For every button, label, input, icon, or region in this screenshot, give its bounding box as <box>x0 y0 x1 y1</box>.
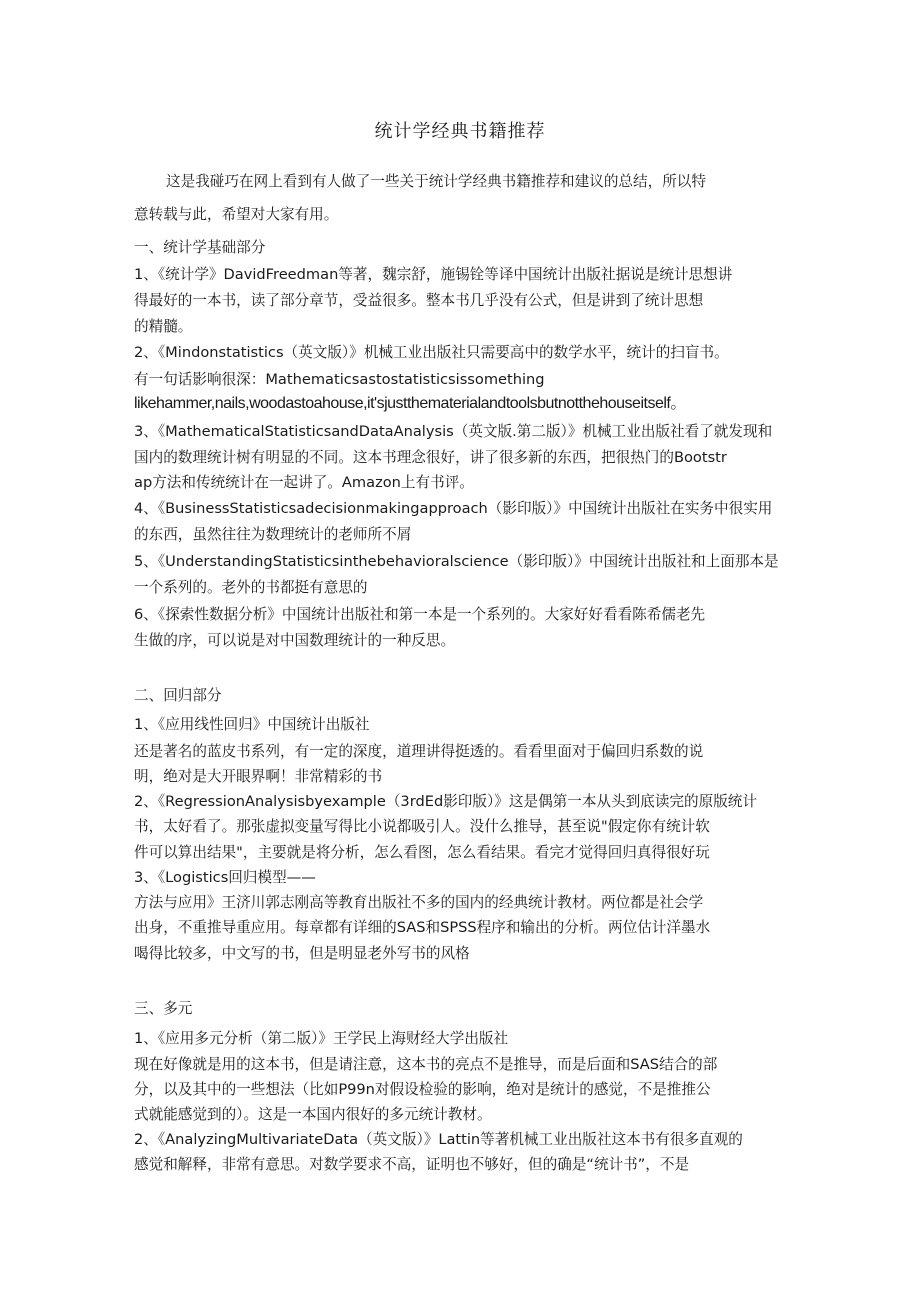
book-6-line-1: 6、《探索性数据分析》中国统计出版社和第一本是一个系列的。大家好好看看陈希儒老先 <box>134 606 706 623</box>
multivariate-2-line-2: 感觉和解释，非常有意思。对数学要求不高，证明也不够好，但的确是“统计书”，不是 <box>134 1156 690 1173</box>
multivariate-1-line-2: 现在好像就是用的这本书，但是请注意，这本书的亮点不是推导，而是后面和SAS结合的部 <box>134 1056 718 1073</box>
book-1-line-2: 得最好的一本书，读了部分章节，受益很多。整本书几乎没有公式，但是讲到了统计思想 <box>134 292 704 309</box>
section-heading-basics: 一、统计学基础部分 <box>134 239 266 256</box>
regression-3-line-2: 方法与应用》王济川郭志刚高等教育出版社不多的国内的经典统计教材。两位都是社会学 <box>134 894 704 911</box>
regression-2-line-1: 2、《RegressionAnalysisbyexample（3rdEd影印版）》这是偶第一本从头到底读完的原版统计 <box>134 793 757 810</box>
book-2-line-3: likehammer,nails,woodastoahouse,it'sjustthematerialandtoolsbutnotthehouseitself。 <box>134 395 686 412</box>
intro-line-1: 这是我碰巧在网上看到有人做了一些关于统计学经典书籍推荐和建议的总结，所以特 <box>166 173 706 190</box>
book-3-line-3: ap方法和传统统计在一起讲了。Amazon上有书评。 <box>134 474 474 491</box>
regression-2-line-2: 书，太好看了。那张虚拟变量写得比小说都吸引人。没什么推导，甚至说"假定你有统计软 <box>134 818 710 835</box>
regression-3-line-3: 出身，不重推导重应用。每章都有详细的SAS和SPSS程序和输出的分析。两位估计洋墨水 <box>134 919 711 936</box>
document-title: 统计学经典书籍推荐 <box>374 121 546 142</box>
multivariate-1-line-4: 式就能感觉到的）。这是一本国内很好的多元统计教材。 <box>134 1106 492 1123</box>
section-heading-regression: 二、回归部分 <box>134 687 222 704</box>
intro-line-2: 意转载与此，希望对大家有用。 <box>134 206 339 223</box>
book-5-line-2: 一个系列的。老外的书都挺有意思的 <box>134 579 368 596</box>
book-2-line-1: 2、《Mindonstatistics（英文版）》机械工业出版社只需要高中的数学水平，统计的扫盲书。 <box>134 344 729 361</box>
regression-3-line-1: 3、《Logistics回归模型—— <box>134 869 316 886</box>
regression-1-line-1: 1、《应用线性回归》中国统计出版社 <box>134 716 370 733</box>
book-6-line-2: 生做的序，可以说是对中国数理统计的一种反思。 <box>134 632 456 649</box>
book-1-line-3: 的精髓。 <box>134 318 193 335</box>
regression-1-line-2: 还是著名的蓝皮书系列，有一定的深度，道理讲得挺透的。看看里面对于偏回归系数的说 <box>134 743 704 760</box>
regression-2-line-3: 件可以算出结果"，主要就是将分析，怎么看图，怎么看结果。看完才觉得回归真得很好玩 <box>134 844 710 861</box>
book-4-line-2: 的东西，虽然往往为数理统计的老师所不屑 <box>134 526 412 543</box>
book-4-line-1: 4、《BusinessStatisticsadecisionmakingapproach（影印版）》中国统计出版社在实务中很实用 <box>134 500 773 517</box>
multivariate-1-line-1: 1、《应用多元分析（第二版）》王学民上海财经大学出版社 <box>134 1030 509 1047</box>
book-3-line-2: 国内的数理统计树有明显的不同。这本书理念很好，讲了很多新的东西，把很热门的Bootstr <box>134 449 727 466</box>
multivariate-2-line-1: 2、《AnalyzingMultivariateData（英文版）》Lattin等著机械工业出版社这本书有很多直观的 <box>134 1131 743 1148</box>
book-3-line-1: 3、《MathematicalStatisticsandDataAnalysis（英文版.第二版）》机械工业出版社看了就发现和 <box>134 423 773 440</box>
book-2-line-2: 有一句话影响很深：Mathematicsastostatisticsissomething <box>134 371 545 388</box>
multivariate-1-line-3: 分，以及其中的一些想法（比如P99n对假设检验的影响，绝对是统计的感觉，不是推推公 <box>134 1081 711 1098</box>
book-1-line-1: 1、《统计学》DavidFreedman等著，魏宗舒，施锡铨等译中国统计出版社据说是统计思想讲 <box>134 266 733 283</box>
section-heading-multivariate: 三、多元 <box>134 1000 193 1017</box>
book-5-line-1: 5、《UnderstandingStatisticsinthebehavioralscience（影印版）》中国统计出版社和上面那本是 <box>134 553 779 570</box>
regression-1-line-3: 明，绝对是大开眼界啊！非常精彩的书 <box>134 768 383 785</box>
regression-3-line-4: 喝得比较多，中文写的书，但是明显老外写书的风格 <box>134 945 470 962</box>
